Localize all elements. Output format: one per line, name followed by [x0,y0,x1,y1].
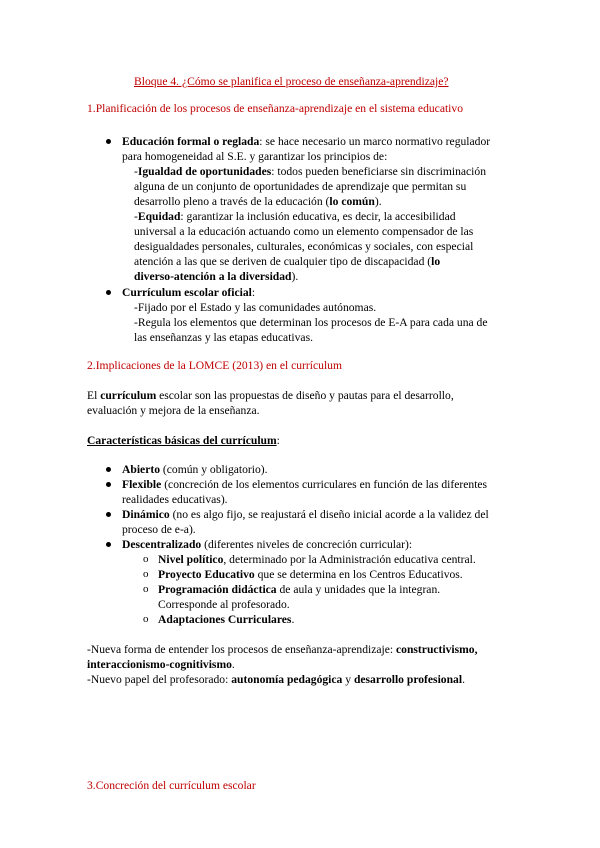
text: desarrollo pleno a través de la educación ( [134,195,330,208]
text: (común y obligatorio). [160,463,268,476]
bullet-icon [106,290,111,295]
term: lo [431,255,441,268]
text-line [87,657,235,672]
term: Proyecto Educativo [158,568,255,581]
text-line [134,254,440,269]
text: -Nueva forma de entender los procesos de enseñanza-aprendizaje: [87,643,397,656]
subitem-equidad: -Equidad: garantizar la inclusión educativa, es decir, la accesibilidad [134,210,456,223]
text: y [342,673,354,686]
term: Nivel político [158,553,224,566]
bullet-icon [106,512,111,517]
text-line: para homogeneidad al S.E. y garantizar los principios de: [122,150,388,163]
text-line: -Fijado por el Estado y las comunidades autónomas. [134,301,377,314]
text: escolar son las propuestas de diseño y pautas para el desarrollo, [156,389,454,402]
text: (no es algo fijo, se reajustará el diseño inicial acorde a la validez del [169,508,489,521]
text: (diferentes niveles de concreción curricular): [201,538,413,551]
term: Equidad [137,210,181,223]
term: Abierto [122,463,160,476]
bullet-icon [106,467,111,472]
term: Características básicas del currículum [87,434,277,447]
term: Adaptaciones Curriculares [158,613,292,626]
paragraph-nueva-forma [87,642,478,657]
subitem-igualdad: -Igualdad de oportunidades: todos pueden beneficiarse sin discriminación [134,165,486,178]
term: Igualdad de oportunidades [137,165,272,178]
text: atención a las que se deriven de cualquier tipo de discapacidad ( [134,255,432,268]
term: constructivismo, [396,643,478,656]
list-item-educacion-formal [122,134,490,149]
text-line: evaluación y mejora de la enseñanza. [87,404,260,417]
text-line: Corresponde al profesorado. [158,598,290,611]
text-line: alguna de un conjunto de oportunidades de aprendizaje que permitan su [134,180,467,193]
text-line [134,194,382,209]
text: (concreción de los elementos curriculares en función de las diferentes [161,478,488,491]
term: diverso-atención a la diversidad [134,270,292,283]
paragraph-curriculum [87,388,454,403]
text: . [462,673,465,686]
section-1-heading: 1.Planificación de los procesos de enseñanza-aprendizaje en el sistema educativo [87,102,463,115]
circle-marker-icon: o [143,613,149,625]
term: Currículum escolar oficial [122,286,252,299]
list-item-flexible [122,477,487,492]
text: . [231,658,235,671]
text: que se determina en los Centros Educativos. [254,568,463,581]
text-line: realidades educativas). [122,493,228,506]
text: de aula y unidades que la integran. [276,583,441,596]
term: currículum [100,389,157,402]
sublist-item-proyecto-educativo [158,567,463,582]
section-3-heading: 3.Concreción del currículum escolar [87,779,256,792]
term: autonomía pedagógica [231,673,343,686]
bullet-icon [106,542,111,547]
text: : garantizar la inclusión educativa, es decir, la accesibilidad [180,210,456,223]
text-line: las enseñanzas y las etapas educativas. [134,331,313,344]
term: Programación didáctica [158,583,277,596]
section-2-heading: 2.Implicaciones de la LOMCE (2013) en el currículum [87,359,342,372]
text-line: proceso de e-a). [122,523,196,536]
sublist-item-adaptaciones [158,612,294,627]
term: Descentralizado [122,538,202,551]
list-item-dinamico [122,507,489,522]
list-item-abierto [122,462,268,477]
paragraph-nuevo-papel [87,672,465,687]
list-item-curriculum-oficial [122,285,255,300]
term: lo común [329,195,375,208]
text-line: desigualdades personales, culturales, económicas y sociales, con especial [134,240,474,253]
term: Dinámico [122,508,170,521]
circle-marker-icon: o [143,568,149,580]
term: Flexible [122,478,162,491]
text: -Nuevo papel del profesorado: [87,673,232,686]
text: . [291,613,295,626]
circle-marker-icon: o [143,583,149,595]
text: : [251,286,256,299]
term: interaccionismo-cognitivismo [87,658,232,671]
bullet-icon [106,139,111,144]
text: El [87,389,101,402]
sublist-item-nivel-politico [158,552,476,567]
subheading-caracteristicas [87,433,280,448]
text-line: universal a la educación actuando como un elemento compensador de las [134,225,474,238]
bullet-icon [106,482,111,487]
term: Educación formal o reglada [122,135,260,148]
list-item-descentralizado [122,537,412,552]
text: ). [291,270,299,283]
text: ). [374,195,382,208]
circle-marker-icon: o [143,553,149,565]
text: : se hace necesario un marco normativo regulador [259,135,491,148]
sublist-item-programacion [158,582,440,597]
term: desarrollo profesional [353,673,463,686]
text-line: -Regula los elementos que determinan los procesos de E-A para cada una de [134,316,488,329]
text: , determinado por la Administración educativa central. [223,553,476,566]
text: : todos pueden beneficiarse sin discriminación [271,165,486,178]
text: : [276,434,280,447]
text-line [134,269,298,284]
document-title: Bloque 4. ¿Cómo se planifica el proceso de enseñanza-aprendizaje? [134,75,449,88]
